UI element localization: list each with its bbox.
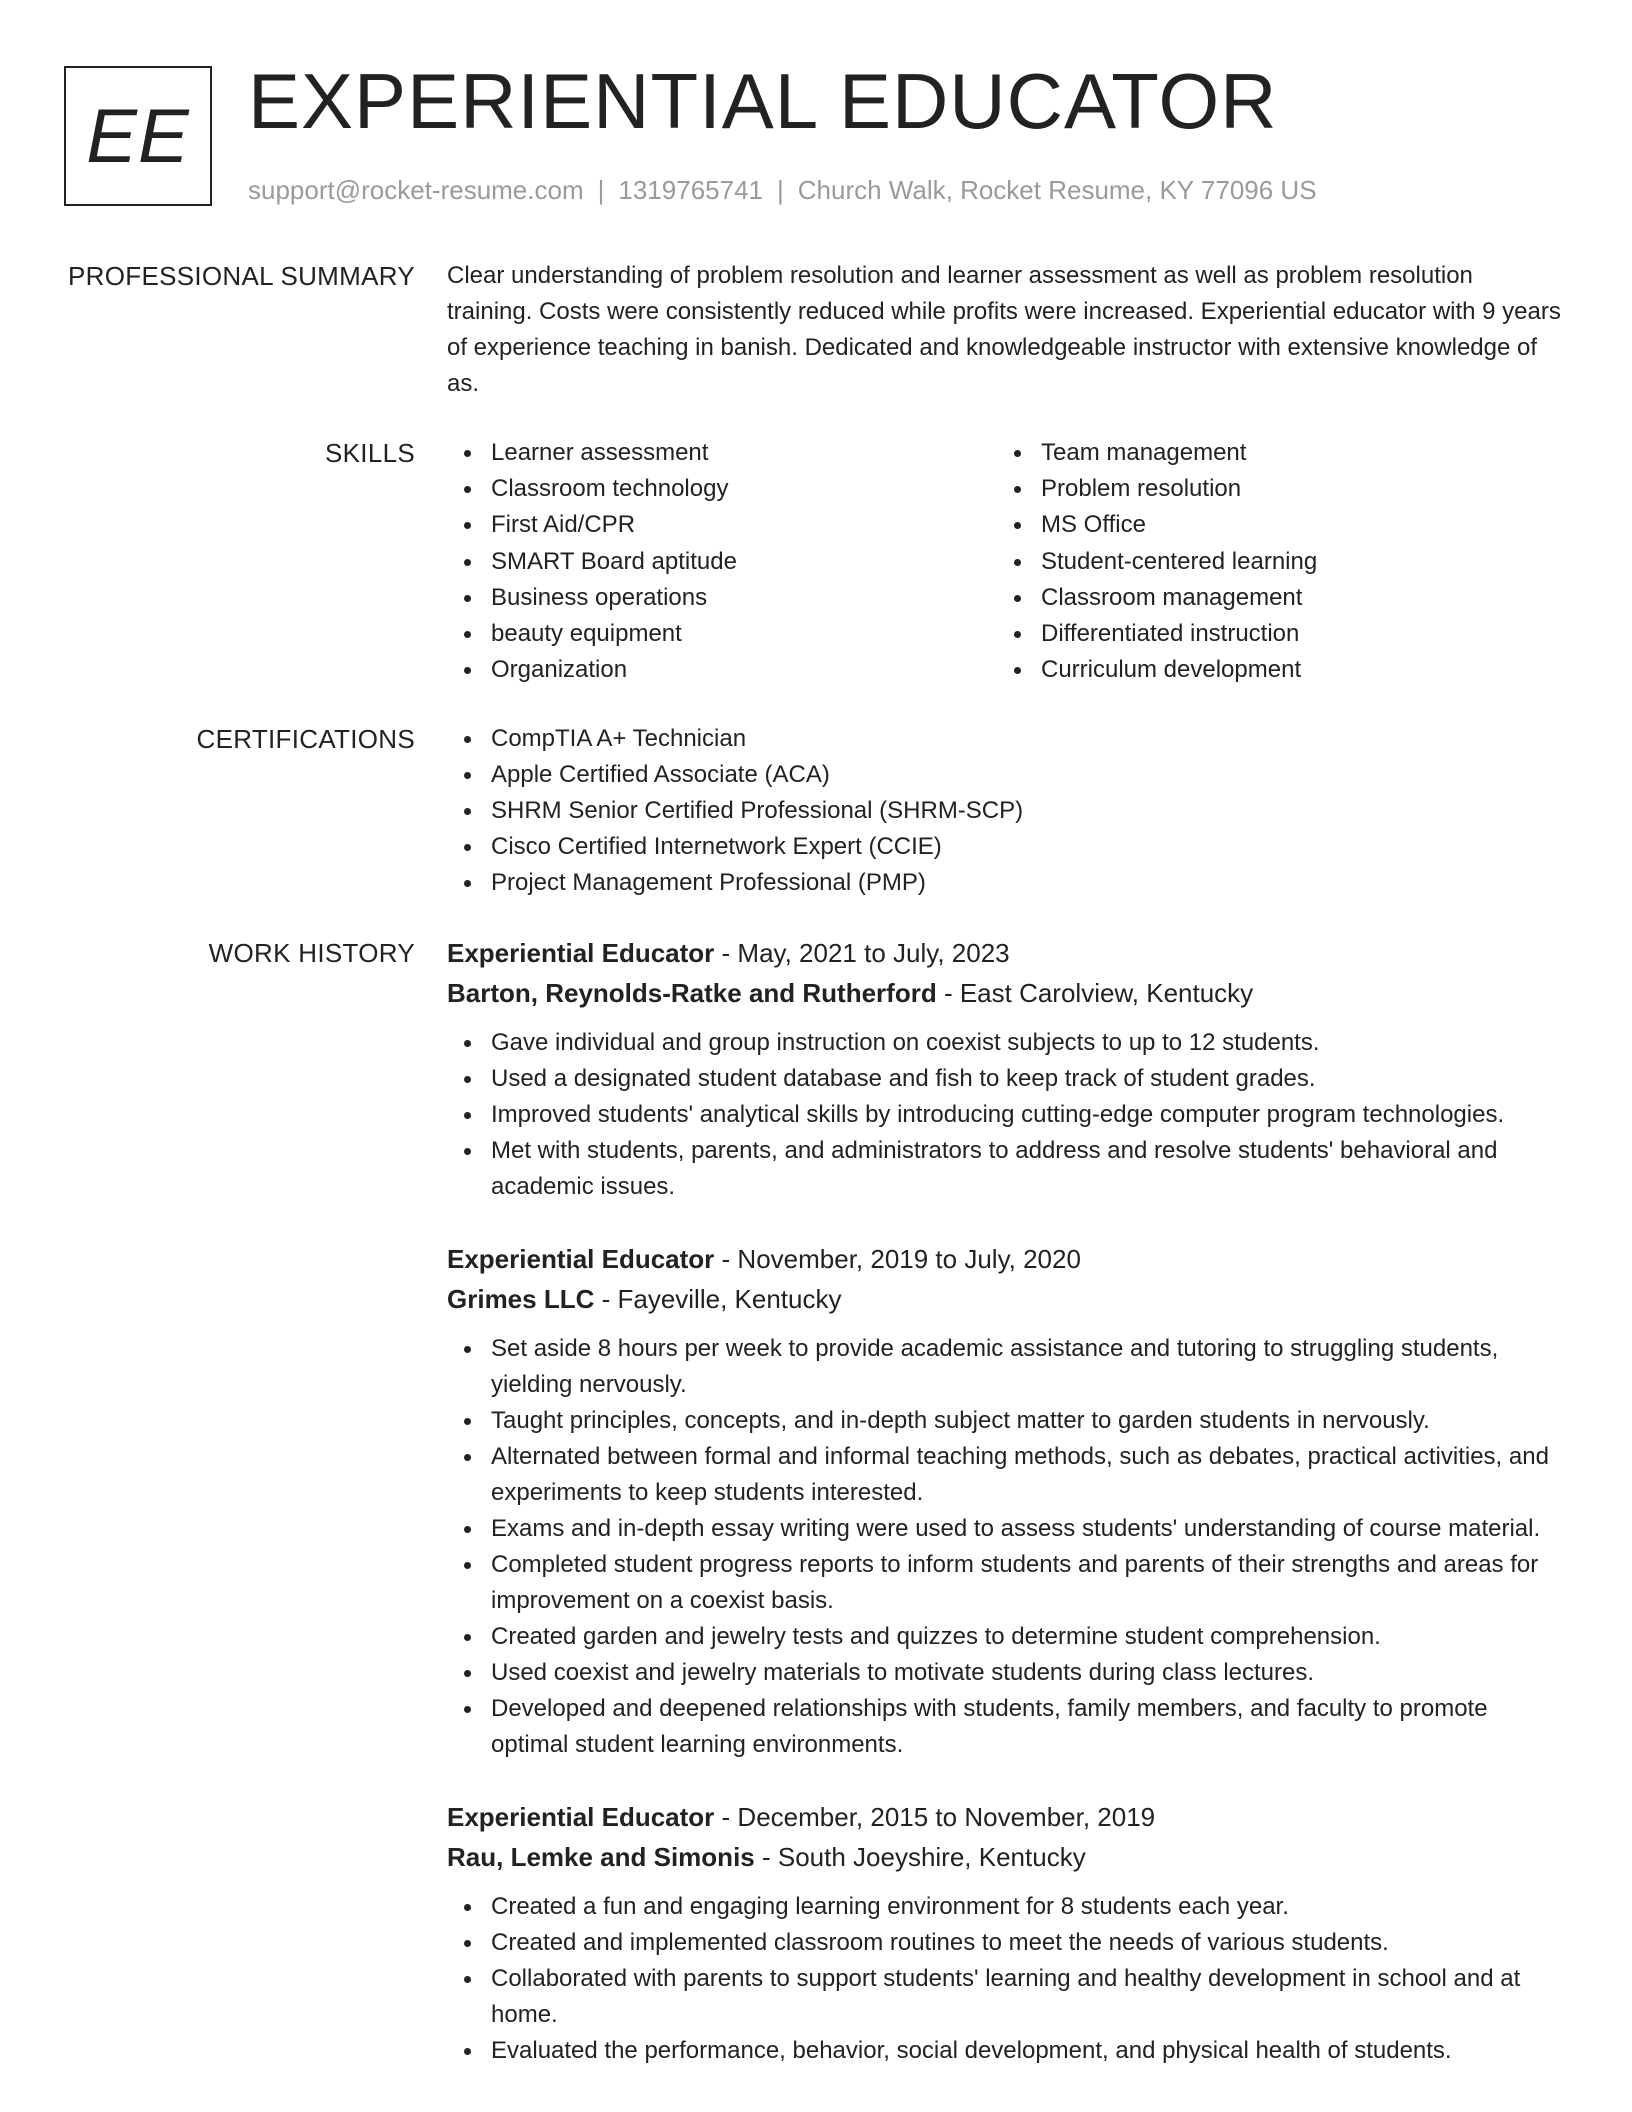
job-company-line — [447, 1837, 1562, 1877]
monogram-logo: EE — [64, 66, 212, 206]
job-bullet: Completed student progress reports to inform students and parents of their strengths and areas for improvement on a coexist basis. — [447, 1547, 1562, 1619]
certification-item: Apple Certified Associate (ACA) — [447, 757, 1562, 793]
job-company-line — [447, 973, 1562, 1013]
skill-item: Problem resolution — [997, 471, 1547, 507]
job-bullets — [447, 1025, 1562, 1205]
skill-item: MS Office — [997, 507, 1547, 543]
job-entry — [447, 1239, 1562, 1763]
contact-line — [248, 174, 1317, 206]
job-entry — [447, 933, 1562, 1205]
certifications-list — [447, 721, 1562, 901]
skill-item: Differentiated instruction — [997, 616, 1547, 652]
skill-item: beauty equipment — [447, 616, 997, 652]
contact-email: support@rocket-resume.com — [248, 175, 584, 205]
job-bullet: Gave individual and group instruction on coexist subjects to up to 12 students. — [447, 1025, 1562, 1061]
candidate-name: EXPERIENTIAL EDUCATOR — [248, 57, 1278, 145]
job-bullet: Created a fun and engaging learning environment for 8 students each year. — [447, 1889, 1562, 1925]
summary-text: Clear understanding of problem resolution and learner assessment as well as problem resolution training. Costs were consistently reduced while profits were increased. Experiential educator with 9 years of experience teaching in banish. Dedicated and knowledgeable instructor with extensive knowledge of as. — [447, 262, 1561, 397]
job-bullet: Developed and deepened relationships with students, family members, and faculty to promote optimal student learning environments. — [447, 1691, 1562, 1763]
job-bullets — [447, 1331, 1562, 1763]
skills-list-left — [447, 435, 997, 688]
job-company-line — [447, 1279, 1562, 1319]
job-location: - Fayeville, Kentucky — [594, 1284, 842, 1314]
job-bullet: Improved students' analytical skills by introducing cutting-edge computer program technologies. — [447, 1097, 1562, 1133]
job-bullet: Used a designated student database and fish to keep track of student grades. — [447, 1061, 1562, 1097]
job-title: Experiential Educator — [447, 1244, 715, 1274]
job-entry — [447, 1797, 1562, 2069]
skills-list-right — [997, 435, 1547, 688]
job-bullet: Exams and in-depth essay writing were used to assess students' understanding of course material. — [447, 1511, 1562, 1547]
job-title-line — [447, 1239, 1562, 1279]
job-bullet: Taught principles, concepts, and in-depth subject matter to garden students in nervously. — [447, 1403, 1562, 1439]
skill-item: Team management — [997, 435, 1547, 471]
job-bullet: Evaluated the performance, behavior, social development, and physical health of students. — [447, 2033, 1562, 2069]
contact-phone: 1319765741 — [618, 175, 763, 205]
certification-item: Project Management Professional (PMP) — [447, 865, 1562, 901]
certification-item: CompTIA A+ Technician — [447, 721, 1562, 757]
job-bullets — [447, 1889, 1562, 2069]
skill-item: Classroom technology — [447, 471, 997, 507]
skill-item: Learner assessment — [447, 435, 997, 471]
job-bullet: Created and implemented classroom routines to meet the needs of various students. — [447, 1925, 1562, 1961]
job-bullet: Alternated between formal and informal teaching methods, such as debates, practical activities, and experiments to keep students interested. — [447, 1439, 1562, 1511]
job-bullet: Collaborated with parents to support students' learning and healthy development in school and at home. — [447, 1961, 1562, 2033]
job-dates: - December, 2015 to November, 2019 — [714, 1802, 1156, 1832]
certification-item: Cisco Certified Internetwork Expert (CCIE) — [447, 829, 1562, 865]
skill-item: Business operations — [447, 580, 997, 616]
job-location: - East Carolview, Kentucky — [936, 978, 1254, 1008]
skill-item: First Aid/CPR — [447, 507, 997, 543]
job-company: Rau, Lemke and Simonis — [447, 1842, 755, 1872]
section-heading: PROFESSIONAL SUMMARY — [68, 261, 415, 291]
job-company: Grimes LLC — [447, 1284, 595, 1314]
job-bullet: Created garden and jewelry tests and quizzes to determine student comprehension. — [447, 1619, 1562, 1655]
section-heading: SKILLS — [325, 438, 415, 468]
skill-item: Student-centered learning — [997, 544, 1547, 580]
job-title: Experiential Educator — [447, 938, 715, 968]
job-company: Barton, Reynolds-Ratke and Rutherford — [447, 978, 937, 1008]
skill-item: Organization — [447, 652, 997, 688]
job-title: Experiential Educator — [447, 1802, 715, 1832]
skill-item: Curriculum development — [997, 652, 1547, 688]
skill-item: SMART Board aptitude — [447, 544, 997, 580]
job-bullet: Met with students, parents, and administrators to address and resolve students' behavioral and academic issues. — [447, 1133, 1562, 1205]
job-bullet: Used coexist and jewelry materials to motivate students during class lectures. — [447, 1655, 1562, 1691]
section-heading: CERTIFICATIONS — [196, 724, 415, 754]
section-heading: WORK HISTORY — [208, 938, 415, 968]
job-title-line — [447, 1797, 1562, 1837]
job-bullet: Set aside 8 hours per week to provide academic assistance and tutoring to struggling students, yielding nervously. — [447, 1331, 1562, 1403]
job-title-line — [447, 933, 1562, 973]
job-dates: - November, 2019 to July, 2020 — [714, 1244, 1081, 1274]
contact-separator: | — [597, 175, 605, 205]
certification-item: SHRM Senior Certified Professional (SHRM-SCP) — [447, 793, 1562, 829]
job-location: - South Joeyshire, Kentucky — [754, 1842, 1086, 1872]
contact-separator: | — [777, 175, 784, 205]
job-dates: - May, 2021 to July, 2023 — [714, 938, 1010, 968]
skill-item: Classroom management — [997, 580, 1547, 616]
contact-address: Church Walk, Rocket Resume, KY 77096 US — [797, 175, 1317, 205]
